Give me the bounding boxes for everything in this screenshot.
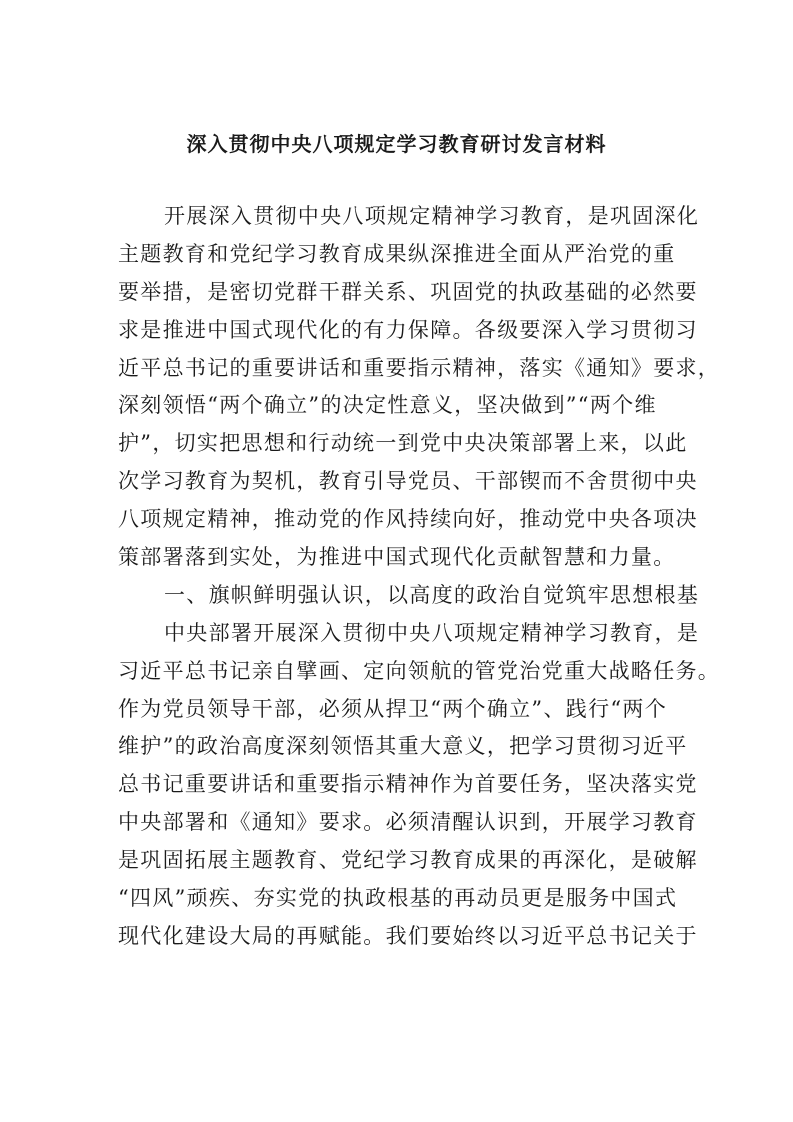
document-title: 深入贯彻中央八项规定学习教育研讨发言材料 (186, 132, 607, 156)
document-body (118, 198, 721, 956)
section-heading: 一、旗帜鲜明强认识，以高度的政治自觉筑牢思想根基 (164, 582, 700, 607)
paragraph-line: 现代化建设大局的再赋能。我们要始终以习近平总书记关于 (118, 923, 698, 948)
paragraph-line: “四风”顽疾、夯实党的执政根基的再动员更是服务中国式 (118, 886, 678, 911)
paragraph-line: 求是推进中国式现代化的有力保障。各级要深入学习贯彻习 (118, 317, 698, 342)
paragraph-line: 近平总书记的重要讲话和重要指示精神，落实《通知》要求， (118, 355, 721, 380)
paragraph-line: 习近平总书记亲自擘画、定向领航的管党治党重大战略任务。 (118, 658, 721, 683)
paragraph-line: 次学习教育为契机，教育引导党员、干部锲而不舍贯彻中央 (118, 469, 698, 494)
paragraph-line: 策部署落到实处，为推进中国式现代化贡献智慧和力量。 (118, 545, 676, 570)
paragraph-line: 维护”的政治高度深刻领悟其重大意义，把学习贯彻习近平 (118, 734, 688, 759)
paragraph-line: 是巩固拓展主题教育、党纪学习教育成果的再深化，是破解 (118, 848, 698, 873)
paragraph-line: 开展深入贯彻中央八项规定精神学习教育，是巩固深化 (164, 204, 700, 228)
paragraph-line: 作为党员领导干部，必须从捍卫“两个确立”、践行“两个 (118, 696, 668, 721)
paragraph-line: 八项规定精神，推动党的作风持续向好，推动党中央各项决 (118, 507, 698, 532)
paragraph-line: 总书记重要讲话和重要指示精神作为首要任务，坚决落实党 (118, 772, 698, 797)
paragraph-line: 中央部署开展深入贯彻中央八项规定精神学习教育，是 (164, 620, 700, 645)
paragraph-line: 护”，切实把思想和行动统一到党中央决策部署上来，以此 (118, 431, 688, 456)
paragraph-line: 主题教育和党纪学习教育成果纵深推进全面从严治党的重 (118, 241, 676, 266)
paragraph-line: 中央部署和《通知》要求。必须清醒认识到，开展学习教育 (118, 810, 698, 835)
paragraph-line: 深刻领悟“两个确立”的决定性意义，坚决做到”“两个维 (118, 393, 657, 418)
paragraph-line: 要举措，是密切党群干群关系、巩固党的执政基础的必然要 (118, 279, 698, 304)
